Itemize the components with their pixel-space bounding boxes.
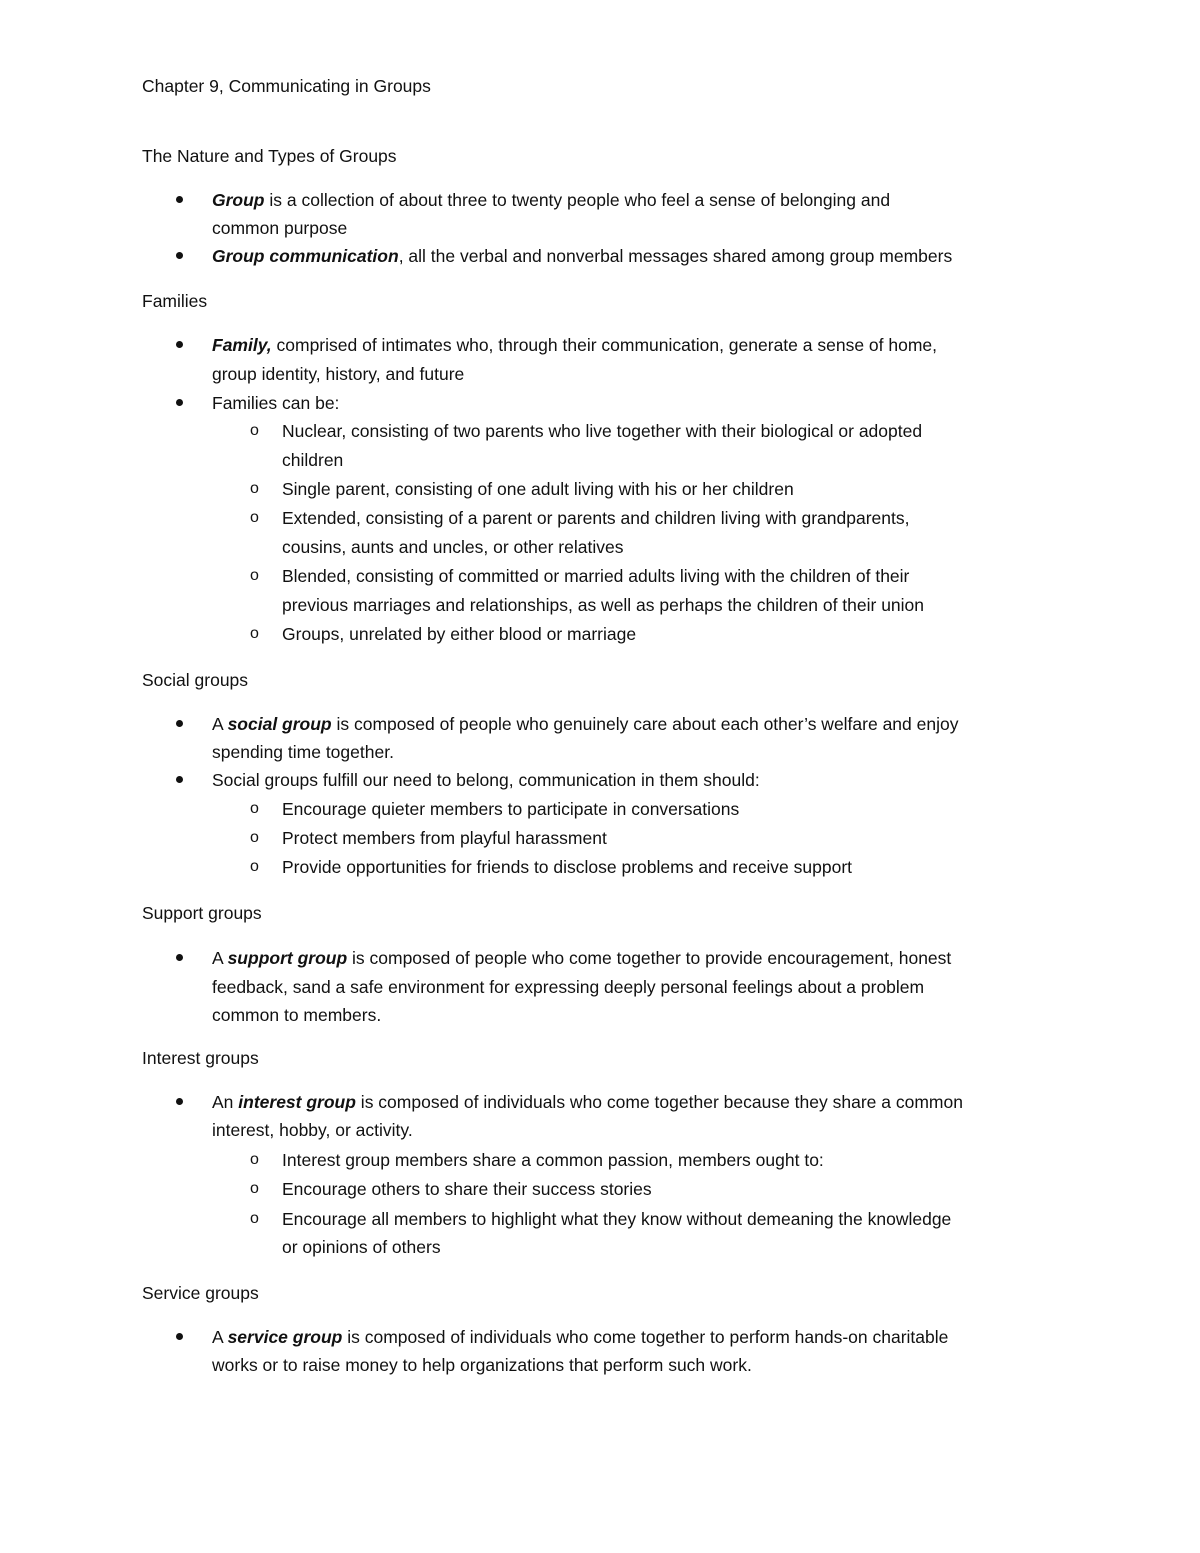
sub-bullet-marker: o	[250, 1210, 259, 1227]
sub-list-item-continuation: cousins, aunts and uncles, or other relatives	[282, 537, 624, 557]
sub-list-item-continuation: or opinions of others	[282, 1237, 441, 1257]
sub-list-item: Blended, consisting of committed or married adults living with the children of their	[282, 566, 910, 586]
document-title: Chapter 9, Communicating in Groups	[142, 76, 431, 96]
list-item-text: is composed of individuals who come together because they share a common	[355, 1092, 963, 1112]
list-item-text: is composed of people who come together to provide encouragement, honest	[347, 948, 952, 968]
list-item	[212, 1326, 948, 1348]
list-item-text: is composed of individuals who come together to perform hands-on charitable	[342, 1327, 949, 1347]
sub-list-item: Protect members from playful harassment	[282, 828, 607, 848]
sub-list-item-continuation: children	[282, 450, 344, 470]
list-item-prefix: An	[212, 1092, 239, 1112]
list-item	[212, 1091, 963, 1113]
bullet-icon	[176, 399, 183, 406]
sub-list-item: Encourage others to share their success stories	[282, 1179, 652, 1199]
list-item-continuation: common purpose	[212, 218, 348, 238]
bullet-icon	[176, 196, 183, 203]
sub-list-item: Interest group members share a common passion, members ought to:	[282, 1150, 824, 1170]
list-item-continuation: works or to raise money to help organizations that perform such work.	[212, 1355, 752, 1375]
sub-list-item: Encourage all members to highlight what they know without demeaning the knowledge	[282, 1209, 952, 1229]
list-item-continuation: interest, hobby, or activity.	[212, 1120, 413, 1140]
list-item	[212, 713, 958, 735]
sub-list-item: Encourage quieter members to participate in conversations	[282, 799, 740, 819]
sub-list-item-continuation: previous marriages and relationships, as well as perhaps the children of their union	[282, 595, 925, 615]
bullet-icon	[176, 776, 183, 783]
list-item-prefix: A	[212, 948, 228, 968]
sub-bullet-marker: o	[250, 858, 259, 875]
list-item-continuation: feedback, sand a safe environment for expressing deeply personal feelings about a problem	[212, 977, 925, 997]
section-heading: Support groups	[142, 903, 262, 923]
term: Group	[212, 190, 265, 210]
sub-list-item: Single parent, consisting of one adult living with his or her children	[282, 479, 794, 499]
section-heading: Families	[142, 291, 208, 311]
sub-bullet-marker: o	[250, 1180, 259, 1197]
sub-list-item: Provide opportunities for friends to disclose problems and receive support	[282, 857, 853, 877]
list-item-text: is a collection of about three to twenty people who feel a sense of belonging and	[264, 190, 891, 210]
list-item	[212, 245, 952, 267]
list-item	[212, 334, 937, 356]
term: Family,	[212, 335, 272, 355]
sub-bullet-marker: o	[250, 422, 259, 439]
list-item: Families can be:	[212, 393, 340, 413]
term: Group communication	[212, 246, 399, 266]
bullet-icon	[176, 341, 183, 348]
section-heading: The Nature and Types of Groups	[142, 146, 397, 166]
bullet-icon	[176, 1333, 183, 1340]
bullet-icon	[176, 252, 183, 259]
list-item-continuation: spending time together.	[212, 742, 394, 762]
list-item-prefix: A	[212, 714, 228, 734]
term: support group	[227, 948, 348, 968]
list-item-text: comprised of intimates who, through their communication, generate a sense of home,	[271, 335, 938, 355]
bullet-icon	[176, 954, 183, 961]
section-heading: Service groups	[142, 1283, 259, 1303]
list-item-prefix: A	[212, 1327, 228, 1347]
list-item-continuation: group identity, history, and future	[212, 364, 465, 384]
sub-bullet-marker: o	[250, 480, 259, 497]
list-item: Social groups fulfill our need to belong, communication in them should:	[212, 770, 760, 790]
section-heading: Social groups	[142, 670, 249, 690]
sub-bullet-marker: o	[250, 1151, 259, 1168]
list-item-continuation: common to members.	[212, 1005, 382, 1025]
sub-bullet-marker: o	[250, 800, 259, 817]
bullet-icon	[176, 1098, 183, 1105]
list-item	[212, 947, 951, 969]
sub-bullet-marker: o	[250, 567, 259, 584]
sub-list-item: Extended, consisting of a parent or parents and children living with grandparents,	[282, 508, 910, 528]
term: social group	[227, 714, 332, 734]
list-item-text: is composed of people who genuinely care about each other’s welfare and enjoy	[331, 714, 959, 734]
list-item-text: , all the verbal and nonverbal messages shared among group members	[398, 246, 953, 266]
term: interest group	[238, 1092, 356, 1112]
sub-bullet-marker: o	[250, 829, 259, 846]
sub-list-item: Groups, unrelated by either blood or marriage	[282, 624, 637, 644]
term: service group	[227, 1327, 343, 1347]
sub-bullet-marker: o	[250, 625, 259, 642]
list-item	[212, 189, 890, 211]
sub-list-item: Nuclear, consisting of two parents who live together with their biological or adopted	[282, 421, 923, 441]
section-heading: Interest groups	[142, 1048, 259, 1068]
sub-bullet-marker: o	[250, 509, 259, 526]
bullet-icon	[176, 720, 183, 727]
